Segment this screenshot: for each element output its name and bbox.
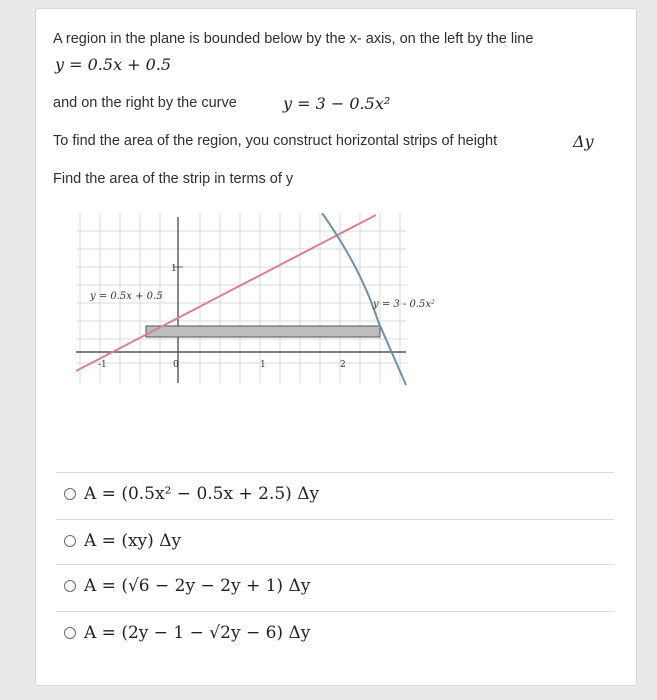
- tick-label-x-neg1: -1: [98, 360, 107, 370]
- question-line-3: To find the area of the region, you construct horizontal strips of height: [53, 133, 498, 149]
- radio-option-4[interactable]: [64, 627, 76, 639]
- option-1-label: A = (0.5x² − 0.5x + 2.5) Δy: [84, 484, 320, 504]
- radio-option-1[interactable]: [64, 488, 76, 500]
- tick-label-y-1: 1: [171, 264, 177, 274]
- tick-label-x-2: 2: [340, 360, 346, 370]
- line-equation: y = 0.5x + 0.5: [55, 55, 172, 74]
- horizontal-strip: [146, 326, 380, 337]
- option-3-label: A = (√6 − 2y − 2y + 1) Δy: [84, 576, 311, 596]
- option-4[interactable]: [56, 611, 614, 654]
- region-graph: [76, 213, 456, 393]
- curve-equation: y = 3 − 0.5x²: [283, 94, 391, 113]
- radio-option-2[interactable]: [64, 535, 76, 547]
- line-label: y = 0.5x + 0.5: [90, 291, 163, 302]
- tick-label-x-1: 1: [260, 360, 266, 370]
- option-1[interactable]: [56, 472, 614, 515]
- tick-label-x-0: 0: [173, 360, 179, 370]
- radio-option-3[interactable]: [64, 580, 76, 592]
- option-3[interactable]: [56, 564, 614, 607]
- option-2[interactable]: [56, 519, 614, 562]
- delta-y-symbol: Δy: [573, 132, 594, 151]
- question-line-2: and on the right by the curve: [53, 95, 237, 111]
- option-2-label: A = (xy) Δy: [84, 531, 182, 551]
- question-line-4: Find the area of the strip in terms of y: [53, 171, 294, 187]
- option-4-label: A = (2y − 1 − √2y − 6) Δy: [84, 623, 311, 643]
- question-card: [35, 8, 637, 686]
- question-line-1: A region in the plane is bounded below by the x- axis, on the left by the line: [53, 31, 534, 47]
- curve-label: y = 3 - 0.5x²: [373, 299, 436, 310]
